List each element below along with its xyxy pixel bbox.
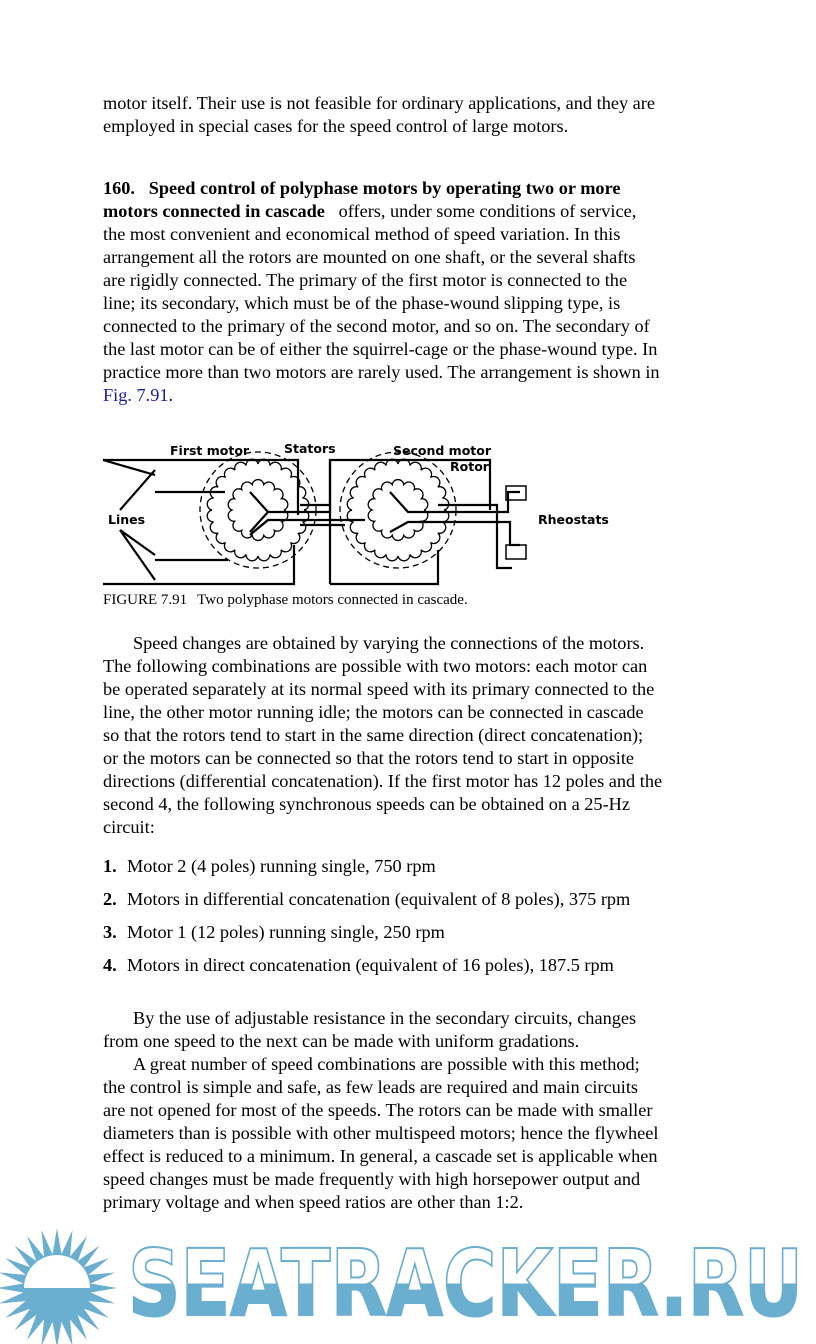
caption-text: Two polyphase motors connected in cascade.	[197, 592, 468, 608]
intro-paragraph	[103, 92, 743, 138]
rotor-winding	[228, 480, 288, 541]
rotor-winding	[368, 480, 428, 541]
text-line: arrangement all the rotors are mounted on one shaft, or the several shafts	[103, 247, 636, 267]
text-line: are rigidly connected. The primary of the first motor is connected to the	[103, 270, 628, 290]
figure-link[interactable]: Fig. 7.91	[103, 385, 169, 405]
section-body	[103, 223, 743, 384]
caption-label: FIGURE 7.91	[103, 592, 188, 608]
list-number: 3.	[103, 922, 117, 942]
text-line: motor itself. Their use is not feasible for ordinary applications, and they are	[103, 93, 655, 113]
text-line: line; its secondary, which must be of the phase-wound slipping type, is	[103, 293, 621, 313]
circuit-wire	[120, 470, 155, 510]
text-line: the last motor can be of either the squirrel-cage or the phase-wound type. In	[103, 339, 658, 359]
label-rheostats: Rheostats	[538, 512, 609, 527]
circuit-wire	[120, 530, 155, 580]
figure-7-91-diagram	[0, 430, 816, 595]
label-first-motor: First motor	[170, 443, 250, 458]
list-number: 4.	[103, 955, 117, 975]
paragraph-speed-combinations	[103, 1053, 743, 1214]
stator-winding	[347, 459, 449, 561]
text-line: primary voltage and when speed ratios are other than 1:2.	[103, 1192, 524, 1212]
circuit-wire	[103, 545, 294, 584]
text-line: are not opened for most of the speeds. The rotors can be made with smaller	[103, 1100, 653, 1120]
text-line: connected to the primary of the second motor, and so on. The secondary of	[103, 316, 650, 336]
text-line: The following combinations are possible with two motors: each motor can	[103, 656, 648, 676]
text-line: be operated separately at its normal speed with its primary connected to the	[103, 679, 655, 699]
list-item	[103, 921, 743, 954]
label-second-motor: Second motor	[393, 443, 492, 458]
paragraph-adjustable-resistance	[103, 1007, 743, 1053]
text-line: so that the rotors tend to start in the same direction (direct concatenation);	[103, 725, 644, 745]
list-item	[103, 954, 743, 987]
circuit-wire	[390, 522, 520, 545]
text-line: or the motors can be connected so that the rotors tend to start in opposite	[103, 748, 635, 768]
speed-list	[103, 855, 743, 987]
list-text: Motor 1 (12 poles) running single, 250 rpm	[127, 922, 445, 942]
sun-icon	[0, 1228, 117, 1344]
figure-caption	[103, 592, 468, 609]
text-line: effect is reduced to a minimum. In general, a cascade set is applicable when	[103, 1146, 658, 1166]
list-number: 2.	[103, 889, 117, 909]
text-line: By the use of adjustable resistance in the secondary circuits, changes	[133, 1008, 637, 1028]
circuit-wire	[252, 520, 365, 533]
text-line: line, the other motor running idle; the motors can be connected in cascade	[103, 702, 644, 722]
watermark-text: SEATRACKER.RU	[128, 1230, 803, 1337]
list-item	[103, 888, 743, 921]
circuit-wire	[120, 530, 155, 555]
circuit-wire	[330, 550, 438, 584]
label-rotor: Rotor	[450, 459, 489, 474]
text-line: A great number of speed combinations are possible with this method;	[133, 1054, 640, 1074]
text-line: the most convenient and economical method of speed variation. In this	[103, 224, 621, 244]
watermark-logo	[0, 1222, 816, 1344]
section-number: 160.	[103, 178, 135, 198]
section-heading-line2: motors connected in cascade	[103, 201, 325, 221]
text-line: directions (differential concatenation). If the first motor has 12 poles and the	[103, 771, 663, 791]
text-line: second 4, the following synchronous speeds can be obtained on a 25-Hz	[103, 794, 630, 814]
text-line: speed changes must be made frequently with high horsepower output and	[103, 1169, 641, 1189]
text-line: Speed changes are obtained by varying the connections of the motors.	[133, 633, 645, 653]
section-160	[103, 177, 743, 407]
label-stators: Stators	[284, 441, 336, 456]
list-item	[103, 855, 743, 888]
text-line: employed in special cases for the speed control of large motors.	[103, 116, 569, 136]
text-line: practice more than two motors are rarely used. The arrangement is shown in	[103, 362, 660, 382]
text-line: diameters than is possible with other multispeed motors; hence the flywheel	[103, 1123, 659, 1143]
list-text: Motors in direct concatenation (equivalent of 16 poles), 187.5 rpm	[127, 955, 614, 975]
list-number: 1.	[103, 856, 117, 876]
section-heading-line1: Speed control of polyphase motors by operating two or more	[148, 178, 621, 198]
rheostat	[506, 545, 526, 559]
text-line: from one speed to the next can be made with uniform gradations.	[103, 1031, 580, 1051]
period: .	[168, 385, 174, 405]
motor-frame-dashed	[340, 452, 456, 568]
section-line2-text: offers, under some conditions of service,	[338, 201, 637, 221]
list-text: Motor 2 (4 poles) running single, 750 rpm	[127, 856, 436, 876]
circuit-wire	[103, 460, 155, 475]
text-line: circuit:	[103, 817, 155, 837]
text-line: the control is simple and safe, as few leads are required and main circuits	[103, 1077, 639, 1097]
label-lines: Lines	[108, 512, 146, 527]
paragraph-speed-changes	[103, 632, 743, 839]
list-text: Motors in differential concatenation (equivalent of 8 poles), 375 rpm	[127, 889, 631, 909]
